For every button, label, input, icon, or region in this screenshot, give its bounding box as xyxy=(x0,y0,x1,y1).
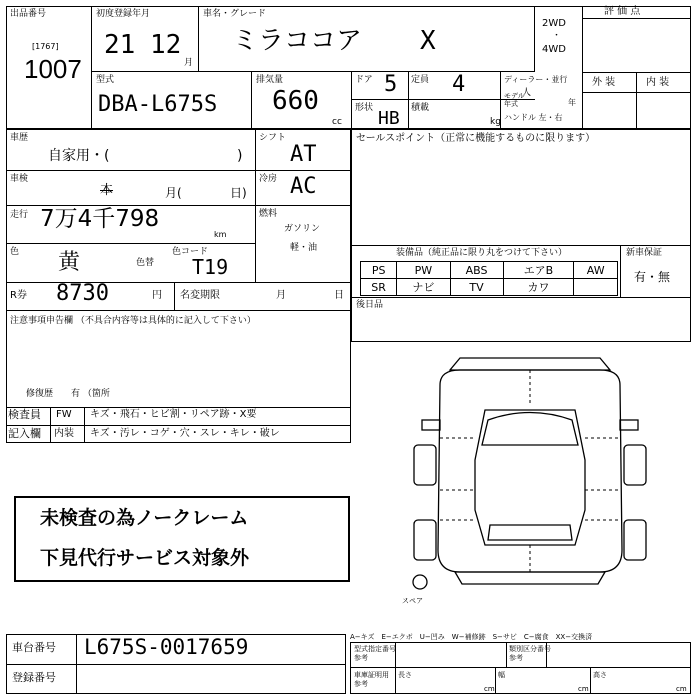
month-unit: 月 xyxy=(184,58,194,68)
cert-width: 幅 xyxy=(498,671,505,679)
cert-cm-3: cm xyxy=(676,685,687,693)
rear-item-label: 後日品 xyxy=(356,300,384,310)
sales-point-label: セールスポイント（正常に機能するものに限ります） xyxy=(356,133,596,144)
color-value: 黄 xyxy=(58,250,81,275)
year-unit: 年 xyxy=(568,98,576,107)
notice-line-2: 下見代行サービス対象外 xyxy=(40,547,250,569)
equip-abs: ABS xyxy=(450,262,503,279)
equip-pw: PW xyxy=(397,262,450,279)
displacement-label: 排気量 xyxy=(256,75,284,85)
registration-label: 登録番号 xyxy=(12,671,56,684)
displacement-value: 660 xyxy=(272,86,319,116)
kg-unit: kg xyxy=(490,117,501,127)
drive-dot: ・ xyxy=(552,31,562,41)
first-reg-month: 12 xyxy=(150,30,182,60)
cert-cm-2: cm xyxy=(578,685,589,693)
notes-label: 注意事項申告欄 （不具合内容等は具体的に記入して下さい） xyxy=(10,316,256,326)
recycle-yen: 円 xyxy=(152,290,162,301)
person-unit: 人 xyxy=(522,88,532,98)
load-label: 積載 xyxy=(411,103,430,113)
lot-number: 1007 xyxy=(24,54,82,84)
handle-label: ハンドル 左・右 xyxy=(504,113,563,122)
designation-label: 型式指定番号 参考 xyxy=(354,645,396,662)
damage-legend: A−キズ E−エクボ U−凹み W−補修跡 S−サビ C−腐食 XX−交換済 xyxy=(350,633,593,641)
cert-length: 長さ xyxy=(398,671,412,679)
color-label: 色 xyxy=(10,247,20,257)
cert-label: 車庫証明用 参考 xyxy=(354,671,389,688)
right-mid-frame xyxy=(351,129,691,342)
history-label: 車歴 xyxy=(10,133,29,143)
car-name: ミラココア xyxy=(232,26,363,56)
dealer-label: ディーラー・並行 xyxy=(504,75,568,84)
capacity-label: 定員 xyxy=(411,75,430,85)
car-diagram xyxy=(400,350,660,600)
mileage-unit: km xyxy=(214,230,227,239)
warranty-value: 有・無 xyxy=(634,270,671,284)
drive-2wd: 2WD xyxy=(542,18,566,29)
cert-height: 高さ xyxy=(593,671,607,679)
shape-label: 形状 xyxy=(355,103,374,113)
equip-tv: TV xyxy=(450,279,503,296)
category-label: 類別区分番号 参考 xyxy=(509,645,551,662)
first-reg-year: 21 xyxy=(104,30,136,60)
equip-aw: AW xyxy=(574,262,618,279)
ac-label: 冷房 xyxy=(259,174,278,184)
fuel-diesel: 軽・油 xyxy=(290,243,318,253)
type-label: 型式 xyxy=(96,75,115,85)
equipment-table xyxy=(360,261,618,296)
fw-label: FW xyxy=(56,409,72,420)
equipment-header: 装備品（純正品に限り丸をつけて下さい） xyxy=(396,248,568,258)
chassis-value: L675S-0017659 xyxy=(84,635,249,659)
shift-value: AT xyxy=(290,142,317,167)
recycle-value: 8730 xyxy=(56,281,109,306)
evaluation-title: 評 価 点 xyxy=(604,6,641,17)
equip-ps: PS xyxy=(361,262,397,279)
recycle-label: R券 xyxy=(10,290,27,301)
ac-value: AC xyxy=(290,174,317,199)
mileage-label: 走行 xyxy=(10,210,29,220)
int-text: キズ・汚レ・コゲ・穴・スレ・キレ・破レ xyxy=(90,428,280,439)
equip-empty xyxy=(574,279,618,296)
name-grade-label: 車名・グレード xyxy=(203,9,267,19)
inspection-day: 日) xyxy=(230,186,247,200)
history-close: ) xyxy=(237,148,243,164)
repaint-label: 色替 xyxy=(136,258,155,268)
equip-navi: ナビ xyxy=(397,279,450,296)
name-change-label: 名変期限 xyxy=(180,290,220,301)
mileage-value: 7万4千798 xyxy=(40,206,160,232)
door-value: 5 xyxy=(384,72,398,97)
grade: X xyxy=(420,26,436,56)
fuel-gasoline: ガソリン xyxy=(284,224,321,234)
lot-small: [1767] xyxy=(32,42,59,51)
shape-value: HB xyxy=(378,108,400,129)
door-label: ドア xyxy=(355,75,373,85)
history-value: 自家用・( xyxy=(48,148,110,164)
inspection-label: 車検 xyxy=(10,174,29,184)
notice-line-1: 未検査の為ノークレーム xyxy=(40,507,249,529)
warranty-label: 新車保証 xyxy=(626,248,663,258)
fuel-label: 燃料 xyxy=(259,209,278,219)
inspector-label-1: 検査員 xyxy=(8,408,41,421)
model-year-label: モデル 年式 xyxy=(504,92,525,108)
equip-leather: カワ xyxy=(503,279,574,296)
equip-sr: SR xyxy=(361,279,397,296)
type-value: DBA-L675S xyxy=(98,92,218,117)
capacity-value: 4 xyxy=(452,72,466,97)
repair-history: 修復歴 有 （箇所 xyxy=(26,389,110,399)
drive-4wd: 4WD xyxy=(542,44,566,55)
color-code-label: 色コード xyxy=(172,247,209,257)
inspection-month: 月( xyxy=(165,186,182,200)
inspection-value: 本 xyxy=(100,183,114,198)
first-reg-label: 初度登録年月 xyxy=(96,9,151,19)
inspector-label-2: 記入欄 xyxy=(8,427,41,440)
lot-label: 出品番号 xyxy=(10,9,47,19)
eval-interior: 内 装 xyxy=(646,77,670,88)
color-code-value: T19 xyxy=(192,255,229,279)
eval-exterior: 外 装 xyxy=(592,77,616,88)
cert-cm-1: cm xyxy=(484,685,495,693)
spare-label: スペア xyxy=(402,597,423,605)
cc-unit: cc xyxy=(332,117,342,127)
shift-label: シフト xyxy=(259,133,287,143)
name-change-day: 日 xyxy=(334,290,344,301)
int-label: 内装 xyxy=(54,428,74,439)
name-change-month: 月 xyxy=(276,290,286,301)
equip-airbag: エアB xyxy=(503,262,574,279)
chassis-label: 車台番号 xyxy=(12,641,56,654)
fw-text: キズ・飛石・ヒビ割・リペア跡・X要 xyxy=(90,409,257,420)
